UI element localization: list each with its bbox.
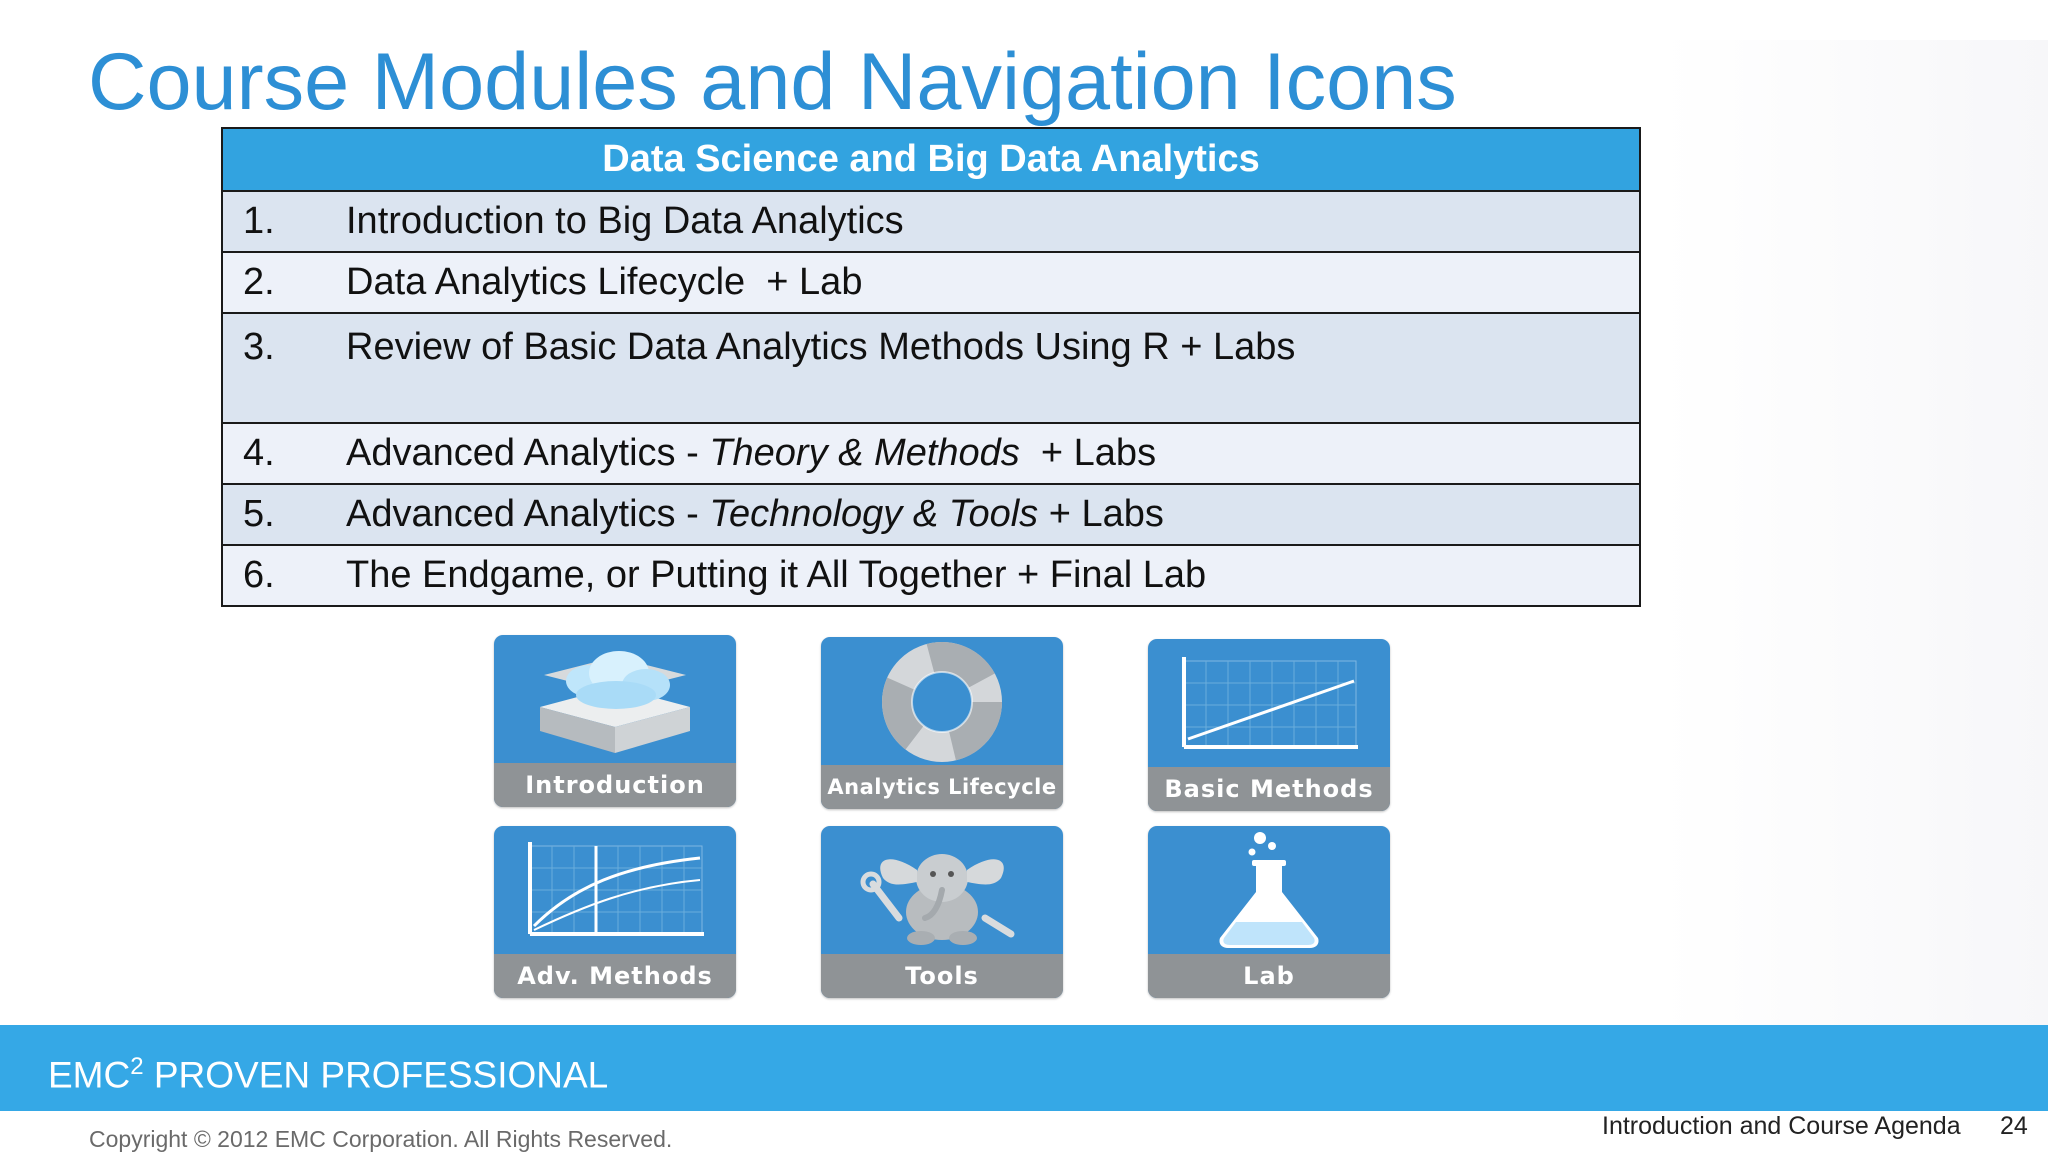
module-row-3 xyxy=(222,313,1640,423)
module-title xyxy=(346,432,1156,474)
module-title xyxy=(346,493,1164,535)
module-row-1 xyxy=(222,191,1640,252)
module-number: 6. xyxy=(243,554,275,596)
page-title: Course Modules and Navigation Icons xyxy=(88,37,1457,127)
module-row-6 xyxy=(222,545,1640,606)
module-title: Introduction to Big Data Analytics xyxy=(346,200,904,242)
brand-name: EMC xyxy=(48,1054,131,1096)
cloud-box-icon xyxy=(494,635,736,765)
module-number: 5. xyxy=(243,493,275,535)
module-title-prefix: Advanced Analytics - xyxy=(346,493,710,535)
module-title: Data Analytics Lifecycle + Lab xyxy=(346,261,863,303)
adv-methods-tile[interactable] xyxy=(494,826,736,998)
footer-bar xyxy=(0,1025,2048,1111)
elephant-tools-icon xyxy=(821,826,1063,956)
brand-tagline: PROVEN PROFESSIONAL xyxy=(143,1054,609,1096)
module-number: 3. xyxy=(243,326,275,368)
module-title-suffix: + Labs xyxy=(1019,432,1157,474)
tile-label: Tools xyxy=(821,954,1063,998)
tile-label: Adv. Methods xyxy=(494,954,736,998)
page-number: 24 xyxy=(2000,1112,2028,1140)
module-row-4 xyxy=(222,423,1640,484)
tile-label: Lab xyxy=(1148,954,1390,998)
tile-label: Basic Methods xyxy=(1148,767,1390,811)
basic-methods-tile[interactable] xyxy=(1148,639,1390,811)
cycle-ring-icon xyxy=(821,637,1063,767)
brand-superscript: 2 xyxy=(130,1053,144,1080)
modules-table xyxy=(221,127,1641,607)
module-number: 2. xyxy=(243,261,275,303)
analytics-lifecycle-tile[interactable] xyxy=(821,637,1063,809)
module-title-italic: Technology & Tools xyxy=(709,493,1039,535)
module-row-5 xyxy=(222,484,1640,545)
tools-tile[interactable] xyxy=(821,826,1063,998)
module-row-2 xyxy=(222,252,1640,313)
module-number: 1. xyxy=(243,200,275,242)
tile-label: Introduction xyxy=(494,763,736,807)
introduction-tile[interactable] xyxy=(494,635,736,807)
copyright-notice: Copyright © 2012 EMC Corporation. All Rights Reserved. xyxy=(89,1126,673,1152)
module-title-italic: Theory & Methods xyxy=(709,432,1020,474)
flask-icon xyxy=(1148,826,1390,956)
module-number: 4. xyxy=(243,432,275,474)
curve-chart-icon xyxy=(494,826,736,956)
module-title-prefix: Advanced Analytics - xyxy=(346,432,710,474)
module-title-suffix: + Labs xyxy=(1038,493,1164,535)
section-title: Introduction and Course Agenda xyxy=(1602,1112,1961,1140)
lab-tile[interactable] xyxy=(1148,826,1390,998)
brand-logo-text xyxy=(48,1053,608,1096)
module-title: Review of Basic Data Analytics Methods Using R + Labs xyxy=(346,326,1296,368)
table-header: Data Science and Big Data Analytics xyxy=(222,128,1640,191)
background-fade xyxy=(1660,40,2048,1025)
linear-chart-icon xyxy=(1148,639,1390,769)
module-title: The Endgame, or Putting it All Together + Final Lab xyxy=(346,554,1207,596)
tile-label: Analytics Lifecycle xyxy=(821,765,1063,809)
